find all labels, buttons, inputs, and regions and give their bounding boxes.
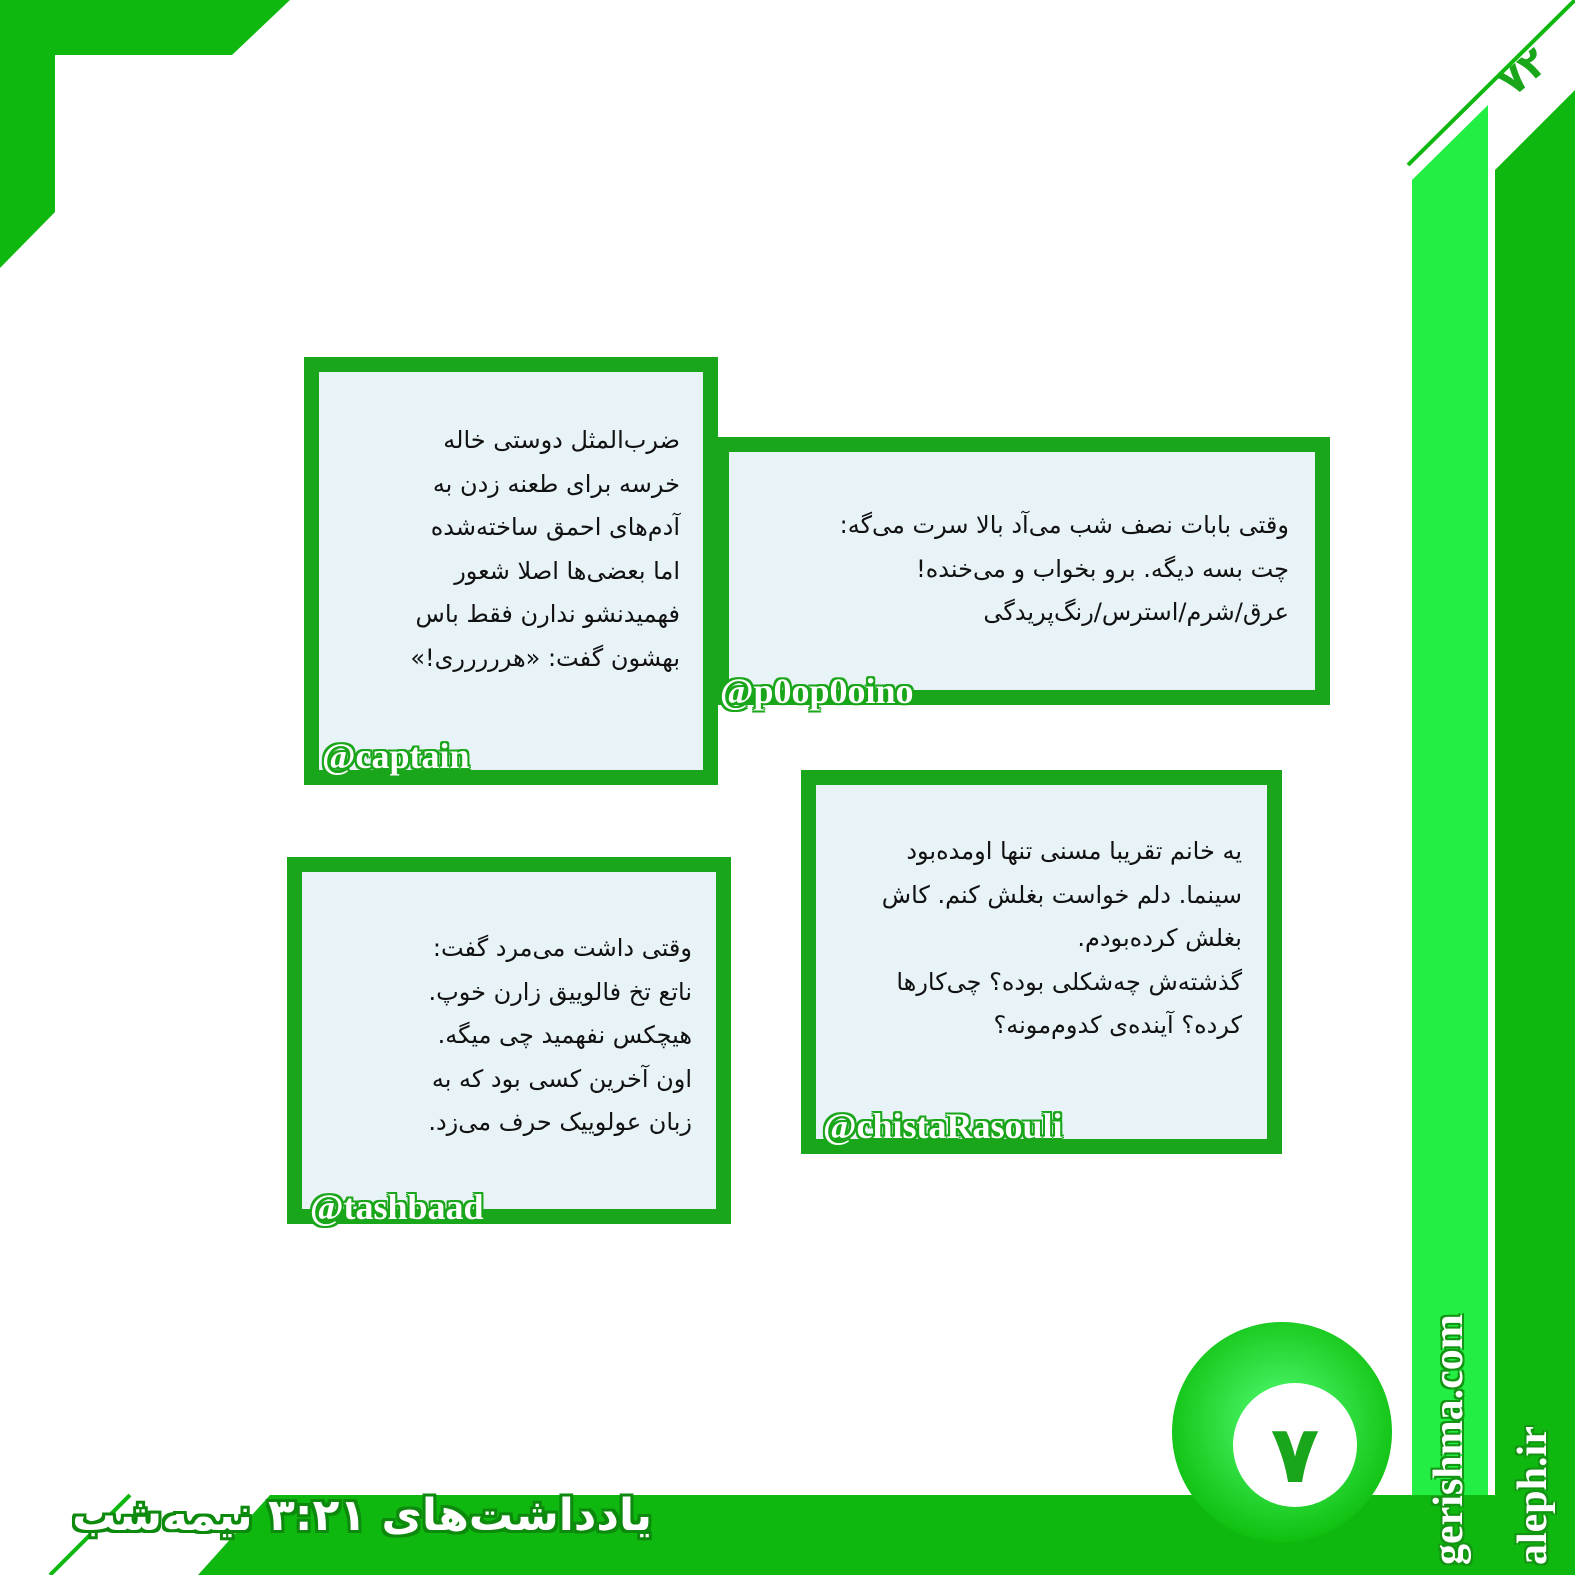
note-line: زبان عولوییک حرف می‌زد. — [428, 1108, 692, 1136]
note-text — [854, 830, 1242, 1048]
note-card-p0op0oino — [714, 437, 1330, 705]
note-line: ضرب‌المثل دوستی خاله — [443, 426, 680, 454]
note-line: چت بسه دیگه. برو بخواب و می‌خنده! — [916, 554, 1289, 583]
note-line: وقتی داشت می‌مرد گفت: — [432, 934, 692, 962]
note-text — [352, 419, 680, 680]
note-line: هیچکس نفهمید چی میگه. — [437, 1021, 692, 1049]
note-line: بغلش کرده‌بودم. — [1077, 924, 1242, 952]
note-card-captain — [304, 357, 718, 785]
note-text — [789, 504, 1289, 635]
note-text — [360, 927, 692, 1145]
page-title: یادداشت‌های ۳:۲۱ نیمه‌شب — [72, 1490, 652, 1541]
note-line: اون آخرین کسی بود که به — [431, 1064, 692, 1093]
note-line: عرق/شرم/استرس/رنگ‌پریدگی — [983, 598, 1289, 626]
page-number: ۷ — [1270, 1408, 1320, 1501]
note-line: یه خانم تقریبا مسنی تنها اومده‌بود — [906, 837, 1242, 865]
site-name-secondary: gerishma.com — [1426, 1314, 1472, 1565]
site-name-primary: aleph.ir — [1510, 1426, 1556, 1565]
note-line: اما بعضی‌ها اصلا شعور — [454, 556, 680, 585]
author-handle: @p0op0oino — [720, 671, 914, 711]
note-line: آدم‌های احمق ساخته‌شده — [430, 513, 680, 541]
note-card-chistaRasouli — [801, 770, 1282, 1154]
note-line: خرسه برای طعنه زدن به — [432, 469, 680, 498]
note-card-tashbaad — [287, 857, 731, 1227]
author-handle: @tashbaad — [310, 1187, 484, 1227]
author-handle: @chistaRasouli — [823, 1106, 1063, 1146]
note-line: ناتع تخ فالوییق زارن خوپ. — [428, 977, 692, 1006]
issue-number: ۷۲ — [1490, 38, 1557, 106]
note-line: گذشته‌ش چه‌شکلی بوده؟ چی‌کارها — [896, 967, 1242, 996]
corner-decoration — [0, 0, 290, 268]
note-line: بهشون گفت: «هررررری!» — [410, 643, 680, 672]
note-line: کرده؟ آینده‌ی کدوم‌مونه؟ — [993, 1011, 1242, 1039]
note-line: وقتی بابات نصف شب می‌آد بالا سرت می‌گه: — [839, 511, 1289, 539]
note-line: سینما. دلم خواست بغلش کنم. کاش — [881, 880, 1242, 909]
frame-bar-dark — [1495, 90, 1575, 1575]
author-handle: @captain — [322, 736, 470, 776]
note-line: فهمیدنشو ندارن فقط باس — [415, 600, 680, 628]
